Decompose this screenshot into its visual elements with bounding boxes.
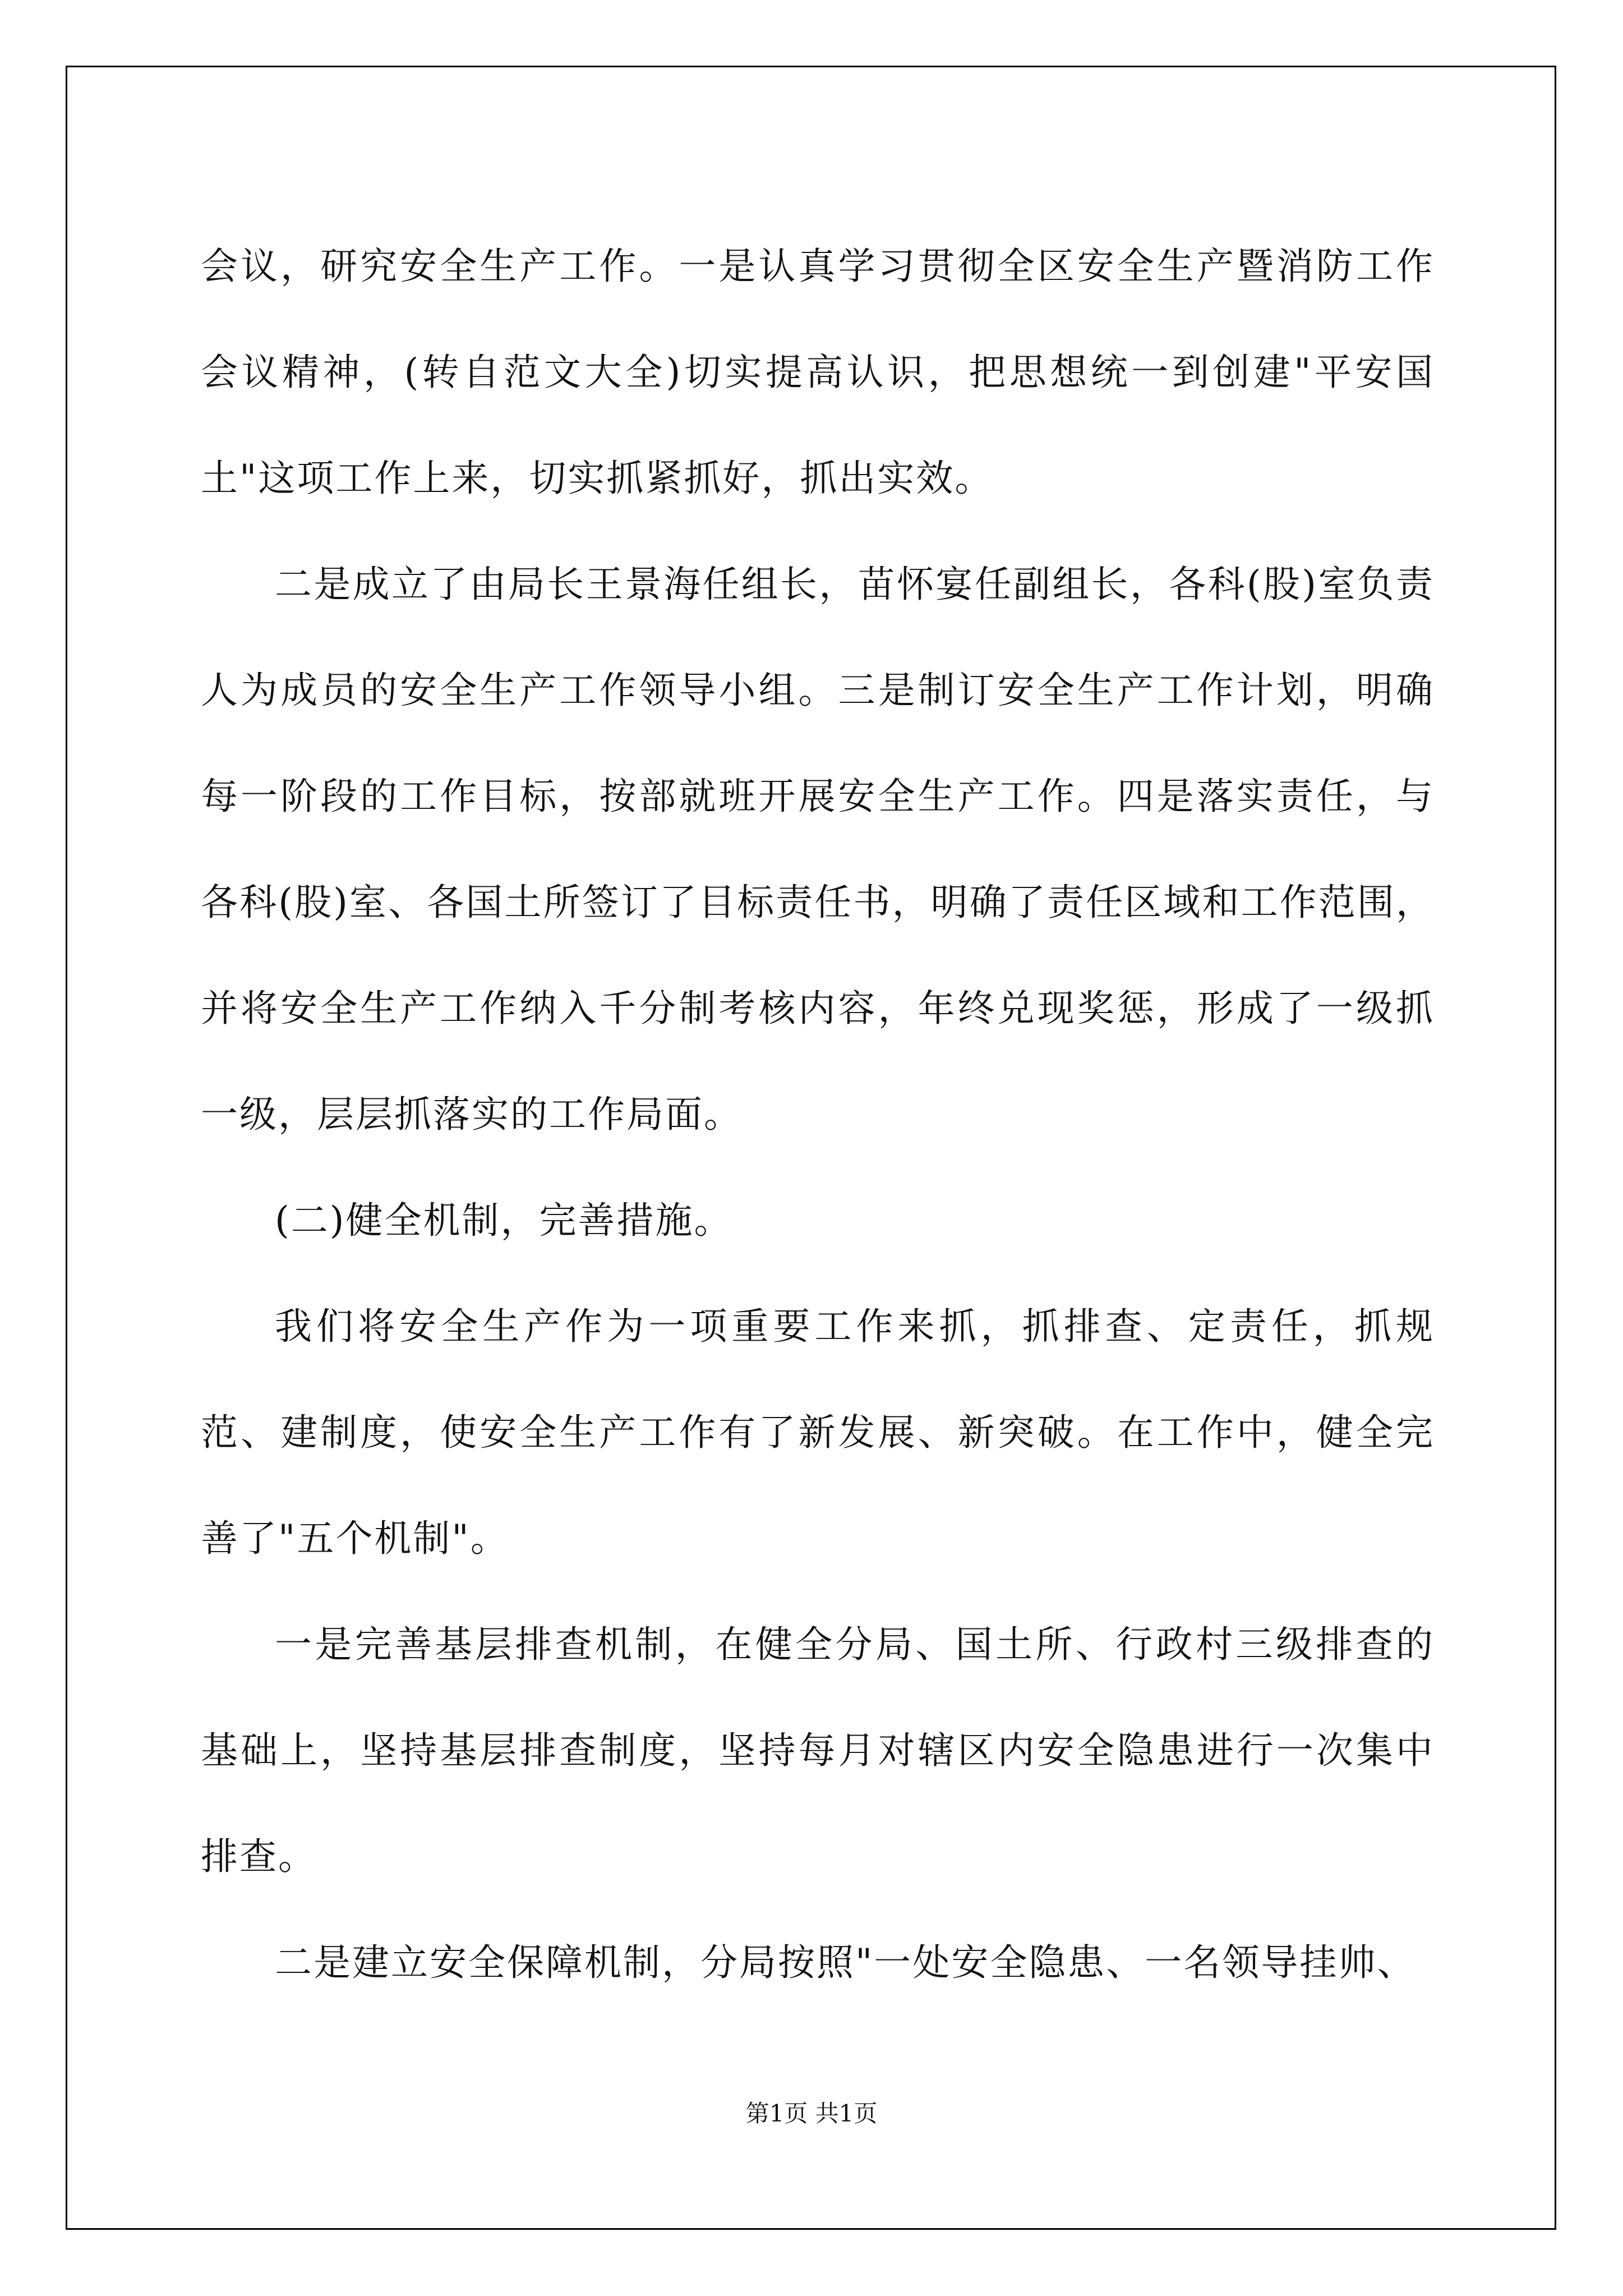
page-number: 第1页 共1页 — [745, 2100, 878, 2127]
document-body — [201, 213, 1435, 2016]
paragraph-2: 二是成立了由局长王景海任组长，苗怀宴任副组长，各科(股)室负责人为成员的安全生产工作领导小组。三是制订安全生产工作计划，明确每一阶段的工作目标，按部就班开展安全生产工作。四是落实责任，与各科(股)室、各国土所签订了目标责任书，明确了责任区域和工作范围，并将安全生产工作纳入千分制考核内容，年终兑现奖惩，形成了一级抓一级，层层抓落实的工作局面。 — [201, 563, 1435, 1136]
paragraph-1: 会议，研究安全生产工作。一是认真学习贯彻全区安全生产暨消防工作会议精神，(转自范文大全)切实提高认识，把思想统一到创建"平安国土"这项工作上来，切实抓紧抓好，抓出实效。 — [201, 245, 1435, 500]
paragraph-6: 二是建立安全保障机制，分局按照"一处安全隐患、一名领导挂帅、 — [275, 1941, 1416, 1984]
paragraph-3: (二)健全机制，完善措施。 — [275, 1199, 733, 1242]
paragraph-5: 一是完善基层排查机制，在健全分局、国土所、行政村三级排查的基础上，坚持基层排查制度，坚持每月对辖区内安全隐患进行一次集中排查。 — [201, 1623, 1435, 1878]
paragraph-4: 我们将安全生产作为一项重要工作来抓，抓排查、定责任，抓规范、建制度，使安全生产工作有了新发展、新突破。在工作中，健全完善了"五个机制"。 — [201, 1305, 1435, 1560]
